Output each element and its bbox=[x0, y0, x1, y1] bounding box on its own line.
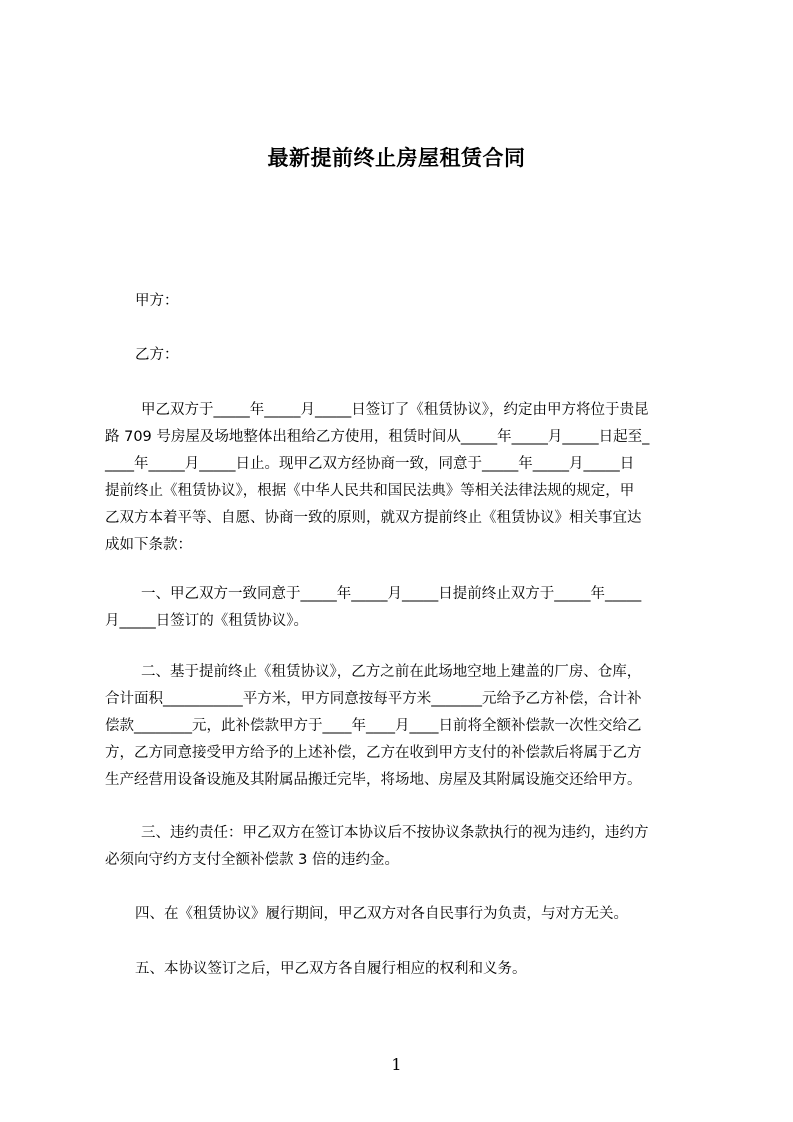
page-number: 1 bbox=[391, 1055, 402, 1074]
intro-line: 成如下条款： bbox=[105, 537, 192, 553]
clause-5-line: 五、本协议签订之后，甲乙双方各自履行相应的权利和义务。 bbox=[135, 961, 527, 977]
intro-line: ____年_____月_____日止。现甲乙双方经协商一致，同意于_____年_____月_____日 bbox=[105, 456, 635, 472]
clause-2-line: 合计面积___________平方米，甲方同意按每平方米_______元给予乙方补偿，合计补 bbox=[105, 691, 642, 707]
clause-1-line: 月_____日签订的《租赁协议》。 bbox=[105, 613, 308, 629]
party-b-label: 乙方： bbox=[135, 347, 179, 363]
intro-line: 乙双方本着平等、自愿、协商一致的原则，就双方提前终止《租赁协议》相关事宜达 bbox=[105, 510, 642, 526]
clause-2-line: 生产经营用设备设施及其附属品搬迁完毕，将场地、房屋及其附属设施交还给甲方。 bbox=[105, 772, 642, 788]
intro-line: 甲乙双方于_____年_____月_____日签订了《租赁协议》，约定由甲方将位于贵昆 bbox=[141, 402, 649, 418]
clause-1-line: 一、甲乙双方一致同意于_____年_____月_____日提前终止双方于_____年_____ bbox=[141, 586, 642, 602]
party-a-label: 甲方： bbox=[135, 293, 179, 309]
clause-2-line: 偿款________元，此补偿款甲方于____年____月____日前将全额补偿款一次性交给乙 bbox=[105, 718, 642, 734]
intro-line: 路 709 号房屋及场地整体出租给乙方使用，租赁时间从_____年_____月_____日起至_ bbox=[105, 429, 650, 445]
clause-2-line: 方，乙方同意接受甲方给予的上述补偿，乙方在收到甲方支付的补偿款后将属于乙方 bbox=[105, 745, 642, 761]
document-title: 最新提前终止房屋租赁合同 bbox=[267, 146, 526, 170]
clause-3-line: 必须向守约方支付全额补偿款 3 倍的违约金。 bbox=[105, 852, 399, 868]
intro-line: 提前终止《租赁协议》，根据《中华人民共和国民法典》等相关法律法规的规定，甲 bbox=[105, 483, 635, 499]
clause-2-line: 二、基于提前终止《租赁协议》，乙方之前在此场地空地上建盖的厂房、仓库， bbox=[141, 664, 642, 680]
clause-3-line: 三、违约责任：甲乙双方在签订本协议后不按协议条款执行的视为违约，违约方 bbox=[141, 825, 649, 841]
clause-4-line: 四、在《租赁协议》履行期间，甲乙双方对各自民事行为负责，与对方无关。 bbox=[135, 906, 628, 922]
